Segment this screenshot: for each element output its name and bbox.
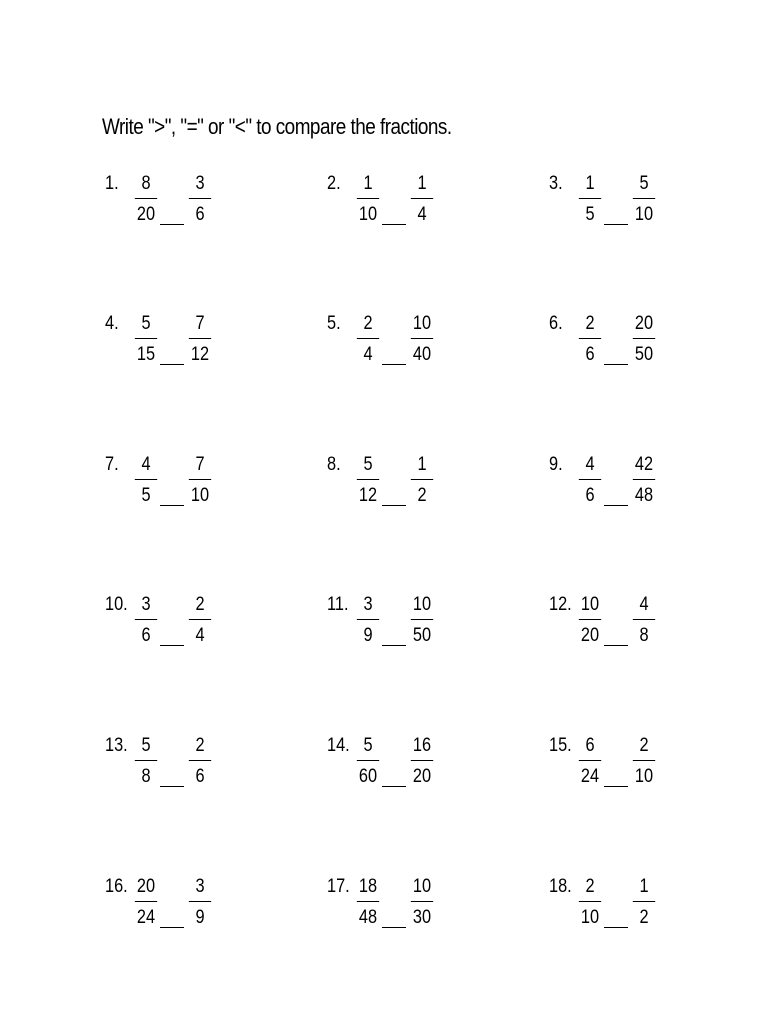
numerator: 10 <box>580 594 600 615</box>
problem-number: 6. <box>549 313 563 334</box>
denominator: 5 <box>141 485 151 506</box>
answer-blank[interactable] <box>160 927 184 928</box>
numerator: 4 <box>639 594 649 615</box>
numerator: 18 <box>358 876 378 897</box>
numerator: 5 <box>141 735 151 756</box>
denominator: 9 <box>195 907 205 928</box>
problem-number: 17. <box>327 876 350 897</box>
fraction-bar <box>135 901 157 902</box>
denominator: 4 <box>417 204 427 225</box>
fraction-left <box>135 454 157 507</box>
fraction-bar <box>633 901 655 902</box>
fraction-right <box>633 313 655 366</box>
denominator: 48 <box>358 907 378 928</box>
fraction-left <box>579 594 601 647</box>
numerator: 4 <box>141 454 151 475</box>
denominator: 15 <box>136 344 156 365</box>
numerator: 3 <box>363 594 373 615</box>
denominator: 10 <box>580 907 600 928</box>
numerator: 1 <box>363 173 373 194</box>
fraction-left <box>135 313 157 366</box>
problem-number: 13. <box>105 735 128 756</box>
fraction-left <box>579 876 601 929</box>
problem-15 <box>549 735 729 795</box>
fraction-bar <box>579 338 601 339</box>
answer-blank[interactable] <box>382 364 406 365</box>
numerator: 10 <box>412 594 432 615</box>
problem-number: 15. <box>549 735 572 756</box>
denominator: 24 <box>580 766 600 787</box>
numerator: 6 <box>585 735 595 756</box>
fraction-bar <box>579 619 601 620</box>
fraction-left <box>357 454 379 507</box>
problem-10 <box>105 594 285 654</box>
problem-number: 18. <box>549 876 572 897</box>
fraction-right <box>633 173 655 226</box>
denominator: 50 <box>634 344 654 365</box>
denominator: 20 <box>136 204 156 225</box>
fraction-bar <box>189 479 211 480</box>
problem-8 <box>327 454 507 514</box>
denominator: 2 <box>417 485 427 506</box>
problem-6 <box>549 313 729 373</box>
problem-number: 14. <box>327 735 350 756</box>
answer-blank[interactable] <box>382 786 406 787</box>
fraction-left <box>579 454 601 507</box>
denominator: 4 <box>363 344 373 365</box>
numerator: 5 <box>363 735 373 756</box>
answer-blank[interactable] <box>382 224 406 225</box>
problem-14 <box>327 735 507 795</box>
fraction-bar <box>411 479 433 480</box>
denominator: 60 <box>358 766 378 787</box>
fraction-right <box>411 594 433 647</box>
denominator: 10 <box>190 485 210 506</box>
problem-9 <box>549 454 729 514</box>
numerator: 16 <box>412 735 432 756</box>
answer-blank[interactable] <box>604 645 628 646</box>
numerator: 20 <box>634 313 654 334</box>
fraction-left <box>357 173 379 226</box>
fraction-right <box>633 594 655 647</box>
fraction-right <box>189 594 211 647</box>
numerator: 2 <box>195 594 205 615</box>
fraction-right <box>411 876 433 929</box>
denominator: 20 <box>412 766 432 787</box>
numerator: 2 <box>363 313 373 334</box>
fraction-bar <box>579 198 601 199</box>
fraction-bar <box>189 901 211 902</box>
denominator: 6 <box>585 344 595 365</box>
answer-blank[interactable] <box>604 505 628 506</box>
fraction-right <box>411 454 433 507</box>
fraction-left <box>357 876 379 929</box>
fraction-bar <box>189 760 211 761</box>
fraction-bar <box>135 338 157 339</box>
answer-blank[interactable] <box>604 786 628 787</box>
fraction-bar <box>411 619 433 620</box>
fraction-bar <box>189 619 211 620</box>
fraction-bar <box>357 760 379 761</box>
fraction-bar <box>135 198 157 199</box>
numerator: 8 <box>141 173 151 194</box>
denominator: 10 <box>634 766 654 787</box>
numerator: 2 <box>195 735 205 756</box>
denominator: 2 <box>639 907 649 928</box>
problem-number: 1. <box>105 173 119 194</box>
denominator: 6 <box>195 766 205 787</box>
problem-number: 2. <box>327 173 341 194</box>
numerator: 5 <box>639 173 649 194</box>
fraction-left <box>135 594 157 647</box>
fraction-right <box>633 876 655 929</box>
numerator: 7 <box>195 454 205 475</box>
problem-number: 5. <box>327 313 341 334</box>
denominator: 8 <box>639 625 649 646</box>
numerator: 20 <box>136 876 156 897</box>
answer-blank[interactable] <box>160 505 184 506</box>
answer-blank[interactable] <box>604 224 628 225</box>
denominator: 8 <box>141 766 151 787</box>
fraction-bar <box>579 760 601 761</box>
fraction-bar <box>357 198 379 199</box>
fraction-left <box>357 735 379 788</box>
answer-blank[interactable] <box>160 786 184 787</box>
denominator: 30 <box>412 907 432 928</box>
fraction-bar <box>135 619 157 620</box>
fraction-bar <box>411 198 433 199</box>
answer-blank[interactable] <box>382 645 406 646</box>
fraction-bar <box>189 198 211 199</box>
problem-number: 10. <box>105 594 128 615</box>
denominator: 50 <box>412 625 432 646</box>
numerator: 1 <box>417 173 427 194</box>
problem-17 <box>327 876 507 936</box>
fraction-right <box>189 454 211 507</box>
numerator: 10 <box>412 876 432 897</box>
fraction-bar <box>633 760 655 761</box>
fraction-left <box>579 173 601 226</box>
fraction-bar <box>579 479 601 480</box>
fraction-left <box>579 313 601 366</box>
fraction-right <box>189 313 211 366</box>
problem-number: 4. <box>105 313 119 334</box>
problem-3 <box>549 173 729 233</box>
fraction-bar <box>411 760 433 761</box>
problem-number: 11. <box>327 594 349 615</box>
problem-number: 9. <box>549 454 563 475</box>
fraction-bar <box>411 901 433 902</box>
fraction-left <box>357 313 379 366</box>
answer-blank[interactable] <box>160 224 184 225</box>
problem-13 <box>105 735 285 795</box>
denominator: 6 <box>141 625 151 646</box>
denominator: 6 <box>195 204 205 225</box>
problem-18 <box>549 876 729 936</box>
fraction-left <box>357 594 379 647</box>
numerator: 4 <box>585 454 595 475</box>
answer-blank[interactable] <box>382 505 406 506</box>
numerator: 2 <box>639 735 649 756</box>
problem-number: 3. <box>549 173 563 194</box>
numerator: 2 <box>585 876 595 897</box>
problem-number: 7. <box>105 454 119 475</box>
numerator: 2 <box>585 313 595 334</box>
fraction-bar <box>633 338 655 339</box>
numerator: 5 <box>363 454 373 475</box>
problem-number: 12. <box>549 594 572 615</box>
numerator: 7 <box>195 313 205 334</box>
problem-7 <box>105 454 285 514</box>
denominator: 48 <box>634 485 654 506</box>
fraction-left <box>135 735 157 788</box>
denominator: 12 <box>190 344 210 365</box>
numerator: 1 <box>639 876 649 897</box>
fraction-left <box>135 876 157 929</box>
fraction-bar <box>189 338 211 339</box>
fraction-bar <box>135 479 157 480</box>
answer-blank[interactable] <box>160 364 184 365</box>
numerator: 3 <box>195 876 205 897</box>
numerator: 3 <box>141 594 151 615</box>
fraction-right <box>633 735 655 788</box>
answer-blank[interactable] <box>604 364 628 365</box>
answer-blank[interactable] <box>160 645 184 646</box>
problem-12 <box>549 594 729 654</box>
denominator: 4 <box>195 625 205 646</box>
problem-11 <box>327 594 507 654</box>
fraction-left <box>579 735 601 788</box>
problem-number: 16. <box>105 876 128 897</box>
fraction-bar <box>411 338 433 339</box>
denominator: 20 <box>580 625 600 646</box>
numerator: 5 <box>141 313 151 334</box>
problem-16 <box>105 876 285 936</box>
denominator: 40 <box>412 344 432 365</box>
fraction-bar <box>135 760 157 761</box>
fraction-bar <box>357 901 379 902</box>
denominator: 12 <box>358 485 378 506</box>
fraction-bar <box>579 901 601 902</box>
denominator: 5 <box>585 204 595 225</box>
problem-1 <box>105 173 285 233</box>
fraction-right <box>189 876 211 929</box>
answer-blank[interactable] <box>604 927 628 928</box>
problem-number: 8. <box>327 454 341 475</box>
fraction-right <box>411 735 433 788</box>
fraction-left <box>135 173 157 226</box>
fraction-bar <box>633 619 655 620</box>
fraction-right <box>411 313 433 366</box>
answer-blank[interactable] <box>382 927 406 928</box>
fraction-bar <box>357 479 379 480</box>
fraction-bar <box>357 619 379 620</box>
denominator: 9 <box>363 625 373 646</box>
instructions: Write ">", "=" or "<" to compare the fractions. <box>102 114 452 139</box>
problem-5 <box>327 313 507 373</box>
denominator: 24 <box>136 907 156 928</box>
fraction-right <box>189 173 211 226</box>
fraction-bar <box>633 479 655 480</box>
problem-2 <box>327 173 507 233</box>
denominator: 6 <box>585 485 595 506</box>
denominator: 10 <box>634 204 654 225</box>
fraction-right <box>411 173 433 226</box>
fraction-bar <box>357 338 379 339</box>
fraction-right <box>189 735 211 788</box>
numerator: 3 <box>195 173 205 194</box>
numerator: 10 <box>412 313 432 334</box>
fraction-right <box>633 454 655 507</box>
problem-4 <box>105 313 285 373</box>
numerator: 1 <box>585 173 595 194</box>
fraction-bar <box>633 198 655 199</box>
numerator: 1 <box>417 454 427 475</box>
numerator: 42 <box>634 454 654 475</box>
denominator: 10 <box>358 204 378 225</box>
